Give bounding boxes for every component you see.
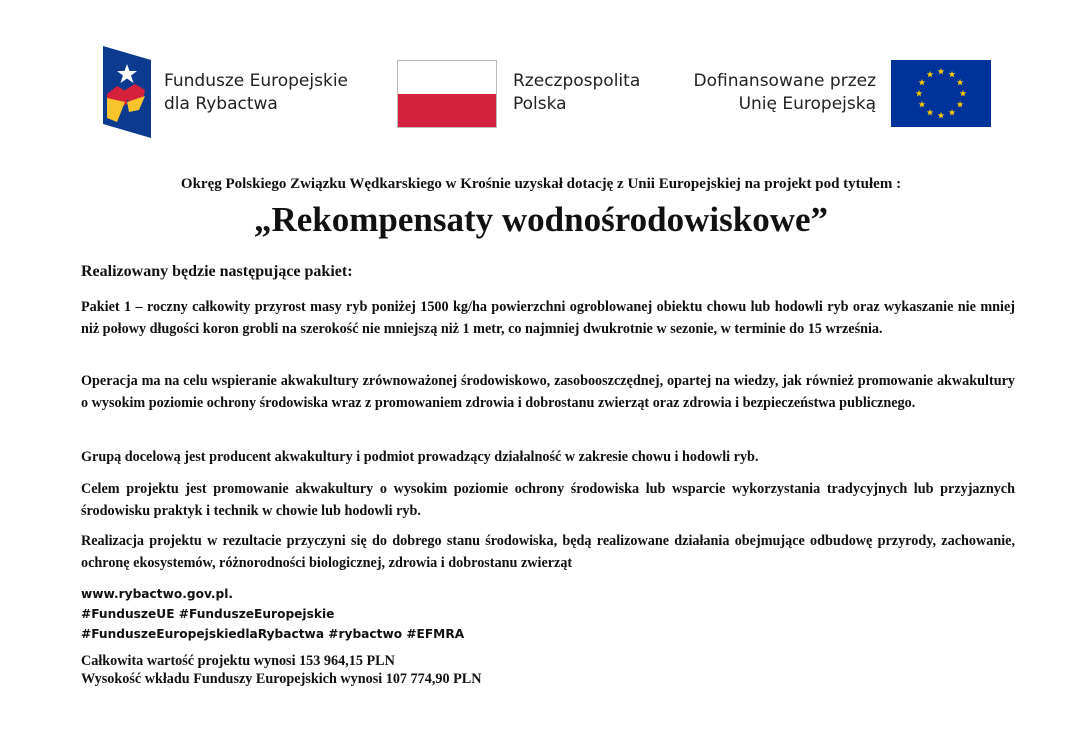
package-heading: Realizowany będzie następujące pakiet: [81, 263, 353, 280]
paragraph-project-result: Realizacja projektu w rezultacie przyczyni się do dobrego stanu środowiska, będą realizowane działania obejmujące odbudowę przyrody, zachowanie, ochronę ekosystemów, różnorodności biologicznej, zdrowia i dobrostanu zwierząt [81, 533, 1015, 571]
fe-line2: dla Rybactwa [164, 94, 278, 114]
website-link[interactable]: www.rybactwo.gov.pl. [81, 587, 234, 601]
fe-rybactwo-logo-icon [103, 46, 151, 138]
hashtags-line-1: #FunduszeUE #FunduszeEuropejskie [81, 607, 335, 621]
rp-line2: Polska [513, 94, 567, 114]
header-logos [0, 0, 1082, 140]
poland-flag-icon [397, 60, 497, 128]
eu-line2: Unię Europejską [738, 94, 876, 114]
paragraph-operation-goal: Operacja ma na celu wspieranie akwakultury zrównoważonej środowiskowo, zasobooszczędnej, opartej na wiedzy, jak również promowanie akwakultury o wysokim poziomie ochrony środowiska wraz z promowaniem zdrowia i dobrostanu zwierząt oraz zdrowia i bezpieczeństwa publicznego. [81, 373, 1015, 411]
hashtags-line-2: #FunduszeEuropejskiedlaRybactwa #rybactwo #EFMRA [81, 627, 465, 641]
paragraph-target-group: Grupą docelową jest producent akwakultury i podmiot prowadzący działalność w zakresie chowu i hodowli ryb. [81, 449, 759, 465]
total-value: Całkowita wartość projektu wynosi 153 964,15 PLN [81, 653, 395, 669]
eu-line1: Dofinansowane przez [693, 71, 876, 91]
eu-flag-icon [891, 60, 991, 127]
fe-line1: Fundusze Europejskie [164, 71, 348, 91]
fe-logo-text [164, 70, 348, 116]
paragraph-project-aim: Celem projektu jest promowanie akwakultury o wysokim poziomie ochrony środowiska lub wsparcie wykorzystania tradycyjnych lub przyjaznych środowisku praktyk i technik w chowie lub hodowli ryb. [81, 481, 1015, 519]
paragraph-package-1: Pakiet 1 – roczny całkowity przyrost masy ryb poniżej 1500 kg/ha powierzchni ogroblowanej obiektu chowu lub hodowli ryb oraz wykaszanie nie mniej niż połowy długości koron grobli na szerokość nie mniejszą niż 1 metr, co najmniej dwukrotnie w sezonie, w terminie do 15 września. [81, 299, 1015, 337]
intro-text: Okręg Polskiego Związku Wędkarskiego w Krośnie uzyskał dotację z Unii Europejskiej na projekt pod tytułem : [180, 176, 902, 192]
project-title: „Rekompensaty wodnośrodowiskowe” [253, 200, 828, 239]
eu-contribution: Wysokość wkładu Funduszy Europejskich wynosi 107 774,90 PLN [81, 671, 482, 687]
rp-line1: Rzeczpospolita [513, 71, 641, 91]
eu-cofinanced-text [694, 70, 876, 116]
rp-logo-text [513, 70, 640, 116]
